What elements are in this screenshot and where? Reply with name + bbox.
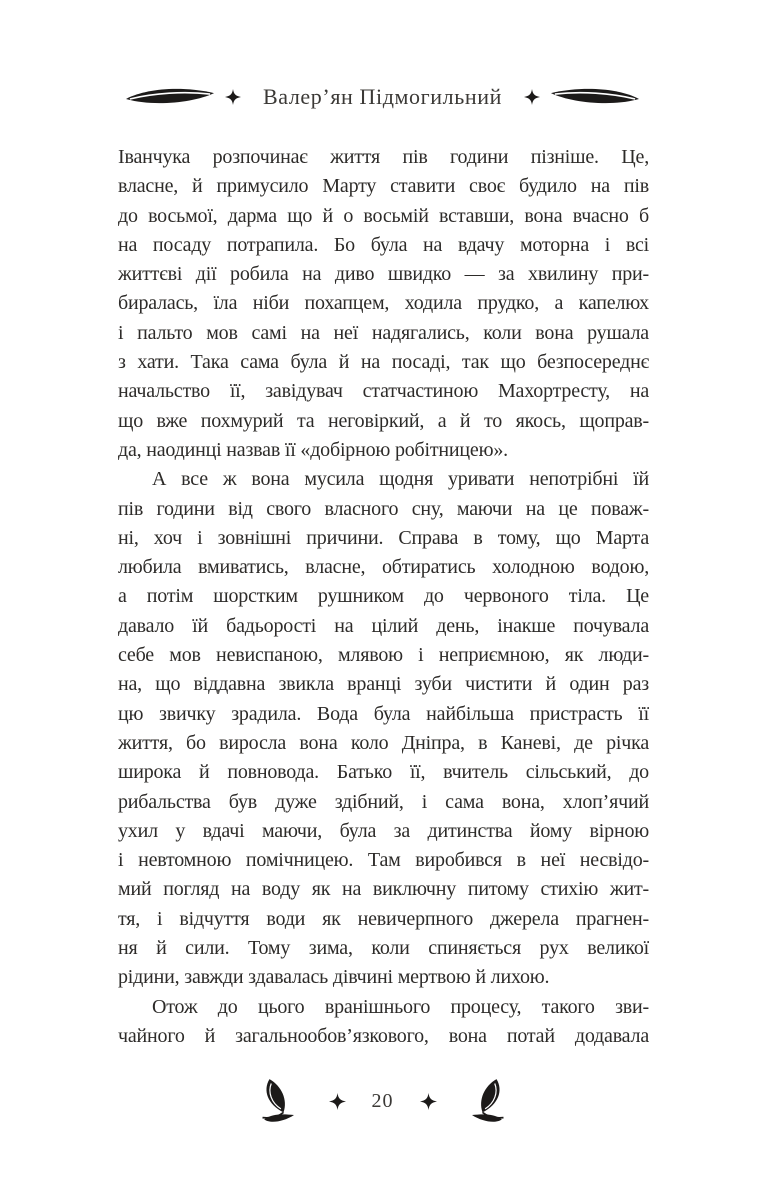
text-line: тя, і відчуття води як невичерпного джерела прагнен- bbox=[118, 907, 649, 930]
text-line: і невтомною помічницею. Там виробився в неї несвідо- bbox=[118, 849, 649, 872]
page-number: 20 bbox=[371, 1089, 394, 1112]
text-line: а потім шорстким рушником до червоного тіла. Це bbox=[118, 585, 649, 608]
text-line: пів години від свого власного сну, маючи на це поваж- bbox=[118, 497, 649, 520]
author-name: Валер’ян Підмогильний bbox=[263, 84, 502, 109]
text-line: ня й сили. Тому зима, коли спиняється рух великої bbox=[118, 937, 649, 960]
text-line: рибальства був дуже здібний, і сама вона, хлоп’ячий bbox=[118, 790, 649, 813]
text-line: власне, й примусило Марту ставити своє будило на пів bbox=[118, 175, 649, 198]
diamond-sparkle-icon bbox=[329, 1093, 346, 1110]
text-line: на, що віддавна звикла вранці зуби чистити й один раз bbox=[118, 673, 649, 696]
page-footer bbox=[0, 1076, 765, 1126]
paragraph bbox=[118, 993, 649, 1052]
text-line: життя, бо виросла вона коло Дніпра, в Каневі, де річка bbox=[118, 731, 649, 754]
quill-leaf-ornament-icon bbox=[451, 1076, 507, 1126]
text-line: широка й повновода. Батько її, вчитель сільський, до bbox=[118, 761, 649, 784]
text-line: биралась, їла ніби похапцем, ходила прудко, а капелюх bbox=[118, 292, 649, 315]
text-line: да, наодинці назвав її «добірною робітницею». bbox=[118, 438, 508, 461]
diamond-sparkle-icon bbox=[524, 89, 540, 105]
text-line: начальство її, завідувач статчастиною Махортресту, на bbox=[118, 380, 649, 403]
text-line: давало їй бадьорості на цілий день, інакше почувала bbox=[118, 614, 649, 637]
paragraph bbox=[118, 143, 649, 465]
text-line: А все ж вона мусила щодня уривати непотрібні їй bbox=[152, 468, 649, 491]
text-line: до восьмої, дарма що й о восьмій вставши, вона вчасно б bbox=[118, 204, 649, 227]
leaf-ornament-icon bbox=[125, 86, 215, 108]
text-line: ухил у вдачі маючи, була за дитинства йому вірною bbox=[118, 819, 649, 842]
text-line: з хати. Така сама була й на посаді, так що безпосереднє bbox=[118, 351, 649, 374]
text-line: рідини, завжди здавалась дівчині мертвою й лихою. bbox=[118, 966, 550, 989]
text-line: любила вмиватись, власне, обтиратись холодною водою, bbox=[118, 556, 649, 579]
text-line: чайного й загальнообов’язкового, вона потай додавала bbox=[118, 1024, 649, 1047]
text-line: ні, хоч і зовнішні причини. Справа в тому, що Марта bbox=[118, 526, 649, 549]
text-line: життєві дії робила на диво швидко — за хвилину при- bbox=[118, 263, 649, 286]
running-head bbox=[0, 84, 765, 110]
leaf-ornament-icon bbox=[550, 86, 640, 108]
diamond-sparkle-icon bbox=[420, 1093, 437, 1110]
text-line: що вже похмурий та неговіркий, а й то якось, щоправ- bbox=[118, 409, 649, 432]
text-line: і пальто мов самі на неї надягались, коли вона рушала bbox=[118, 321, 649, 344]
paragraph bbox=[118, 465, 649, 992]
page-body bbox=[118, 143, 649, 1051]
quill-leaf-ornament-icon bbox=[259, 1076, 315, 1126]
text-line: цю звичку зрадила. Вода була найбільша пристрасть її bbox=[118, 702, 649, 725]
diamond-sparkle-icon bbox=[225, 89, 241, 105]
text-line: на посаду потрапила. Бо була на вдачу моторна і всі bbox=[118, 233, 649, 256]
text-line: Іванчука розпочинає життя пів години пізніше. Це, bbox=[118, 146, 649, 168]
text-line: Отож до цього вранішнього процесу, такого зви- bbox=[152, 995, 649, 1018]
text-line: себе мов невиспаною, млявою і неприємною, як люди- bbox=[118, 644, 649, 667]
text-line: мий погляд на воду як на виключну питому стихію жит- bbox=[118, 878, 649, 901]
